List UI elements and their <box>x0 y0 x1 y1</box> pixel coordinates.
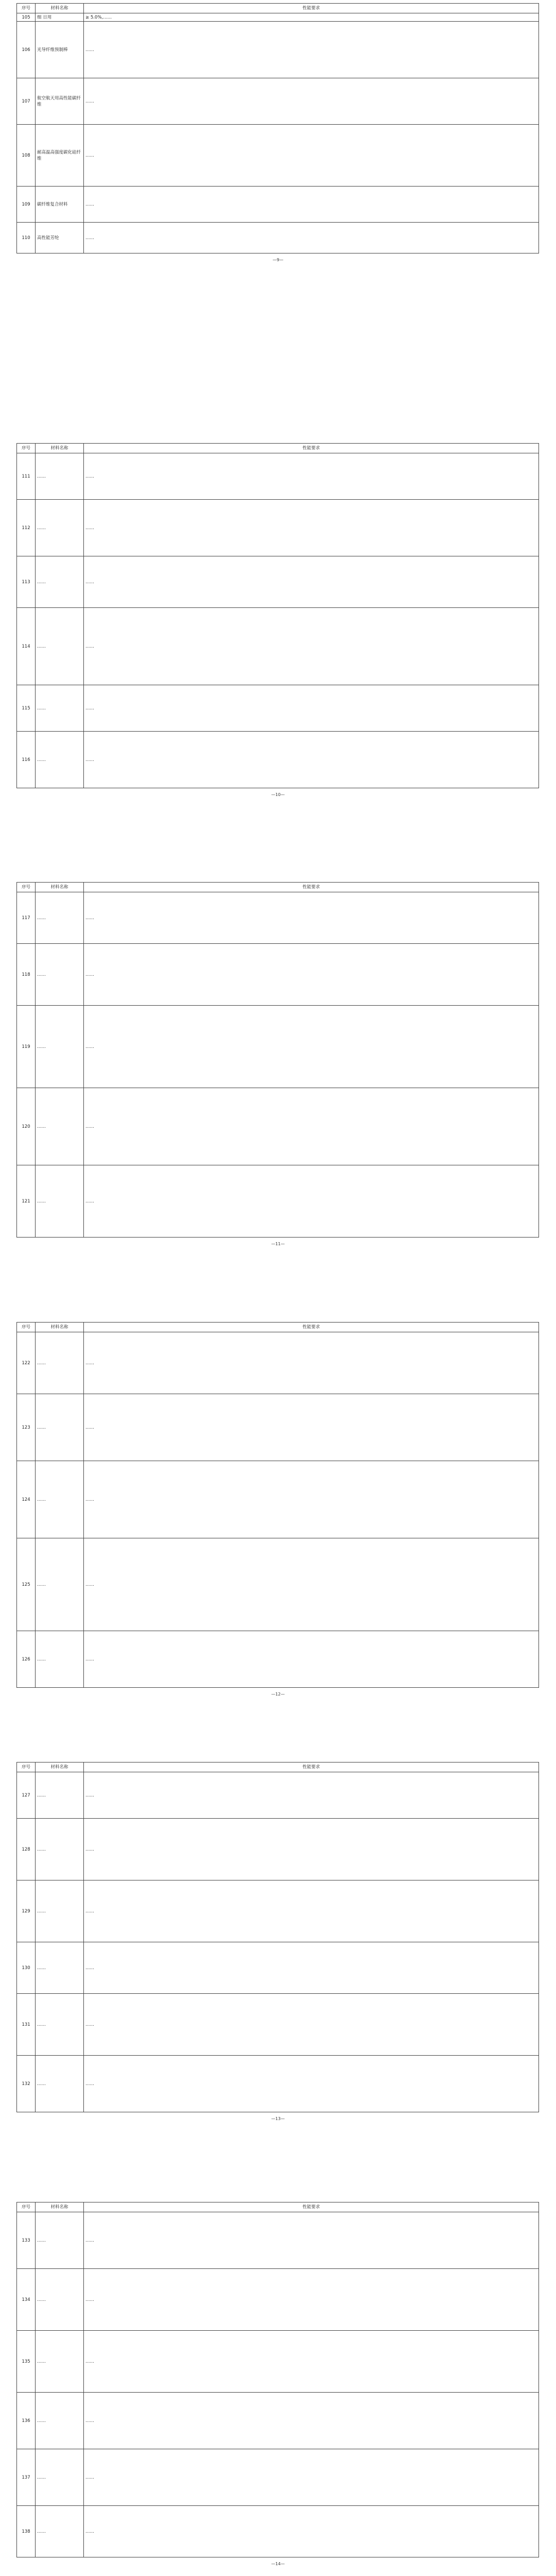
header-requirement: 性能要求 <box>84 4 539 13</box>
cell-requirement: …… <box>84 2331 539 2393</box>
cell-requirement: …… <box>84 1394 539 1461</box>
table-row <box>17 1006 539 1088</box>
cell-no: 131 <box>17 1994 36 2056</box>
cell-no: 114 <box>17 608 36 685</box>
cell-name: …… <box>36 556 84 608</box>
cell-name: 碳纤维复合材料 <box>36 187 84 223</box>
cell-name: …… <box>36 1538 84 1631</box>
page-number: —9— <box>272 258 284 262</box>
cell-requirement: …… <box>84 1631 539 1688</box>
cell-no: 119 <box>17 1006 36 1088</box>
table-row <box>17 1461 539 1538</box>
cell-no: 112 <box>17 500 36 556</box>
cell-requirement: …… <box>84 685 539 732</box>
table-header-row <box>17 1762 539 1772</box>
cell-no: 138 <box>17 2506 36 2557</box>
cell-name: …… <box>36 1942 84 1994</box>
cell-name: …… <box>36 1461 84 1538</box>
cell-requirement: …… <box>84 125 539 187</box>
cell-no: 105 <box>17 13 36 22</box>
table-row <box>17 2212 539 2269</box>
cell-name: 光导纤维预制棒 <box>36 22 84 78</box>
cell-name: …… <box>36 2269 84 2331</box>
spec-table <box>16 2202 539 2557</box>
table-row <box>17 1819 539 1880</box>
cell-name: …… <box>36 2056 84 2112</box>
cell-requirement: …… <box>84 1772 539 1819</box>
table-row <box>17 1332 539 1394</box>
cell-no: 120 <box>17 1088 36 1165</box>
cell-requirement: …… <box>84 556 539 608</box>
header-no: 序号 <box>17 444 36 453</box>
header-name: 材料名称 <box>36 2202 84 2212</box>
table-row <box>17 1994 539 2056</box>
document-page <box>0 1762 556 2112</box>
table-row <box>17 13 539 22</box>
cell-requirement: …… <box>84 2212 539 2269</box>
cell-name: …… <box>36 2449 84 2506</box>
cell-name: …… <box>36 1332 84 1394</box>
cell-requirement: …… <box>84 78 539 125</box>
header-name: 材料名称 <box>36 444 84 453</box>
cell-requirement: …… <box>84 1332 539 1394</box>
cell-name: …… <box>36 2393 84 2449</box>
cell-name: …… <box>36 1631 84 1688</box>
page-number: —11— <box>271 1242 285 1246</box>
table-row <box>17 1631 539 1688</box>
table-row <box>17 453 539 500</box>
cell-requirement: …… <box>84 1088 539 1165</box>
table-row <box>17 2056 539 2112</box>
cell-name: …… <box>36 1394 84 1461</box>
cell-requirement: …… <box>84 2393 539 2449</box>
document-page <box>0 1322 556 1688</box>
header-name: 材料名称 <box>36 1323 84 1332</box>
table-row <box>17 556 539 608</box>
header-name: 材料名称 <box>36 1762 84 1772</box>
cell-requirement: …… <box>84 223 539 253</box>
cell-requirement: …… <box>84 187 539 223</box>
cell-no: 107 <box>17 78 36 125</box>
header-requirement: 性能要求 <box>84 1762 539 1772</box>
cell-no: 108 <box>17 125 36 187</box>
cell-no: 111 <box>17 453 36 500</box>
cell-requirement: …… <box>84 944 539 1006</box>
header-requirement: 性能要求 <box>84 1323 539 1332</box>
cell-requirement: …… <box>84 2449 539 2506</box>
cell-no: 109 <box>17 187 36 223</box>
cell-name: …… <box>36 1006 84 1088</box>
cell-requirement: …… <box>84 892 539 944</box>
cell-name: …… <box>36 500 84 556</box>
table-header-row <box>17 2202 539 2212</box>
cell-no: 135 <box>17 2331 36 2393</box>
cell-name: …… <box>36 2331 84 2393</box>
table-row <box>17 1880 539 1942</box>
cell-requirement: …… <box>84 1538 539 1631</box>
cell-name: …… <box>36 1088 84 1165</box>
table-row <box>17 732 539 788</box>
header-requirement: 性能要求 <box>84 883 539 892</box>
cell-no: 123 <box>17 1394 36 1461</box>
table-row <box>17 78 539 125</box>
cell-no: 125 <box>17 1538 36 1631</box>
table-row <box>17 608 539 685</box>
table-row <box>17 500 539 556</box>
table-row <box>17 944 539 1006</box>
header-name: 材料名称 <box>36 883 84 892</box>
cell-name: 高性能芳纶 <box>36 223 84 253</box>
cell-no: 121 <box>17 1165 36 1238</box>
cell-name: …… <box>36 1772 84 1819</box>
cell-requirement: …… <box>84 1461 539 1538</box>
table-row <box>17 187 539 223</box>
table-row <box>17 685 539 732</box>
header-requirement: 性能要求 <box>84 444 539 453</box>
page-number: —13— <box>271 2116 285 2121</box>
table-header-row <box>17 1323 539 1332</box>
cell-name: …… <box>36 1165 84 1238</box>
table-row <box>17 1942 539 1994</box>
cell-no: 110 <box>17 223 36 253</box>
cell-no: 113 <box>17 556 36 608</box>
cell-requirement: ≥ 5.0%,…… <box>84 13 539 22</box>
spec-table <box>16 1322 539 1688</box>
table-row <box>17 22 539 78</box>
cell-name: …… <box>36 944 84 1006</box>
cell-no: 126 <box>17 1631 36 1688</box>
cell-requirement: …… <box>84 1006 539 1088</box>
header-no: 序号 <box>17 2202 36 2212</box>
cell-name: 航空航天用高性能碳纤维 <box>36 78 84 125</box>
cell-requirement: …… <box>84 1994 539 2056</box>
page-number: —14— <box>271 2562 285 2566</box>
cell-no: 116 <box>17 732 36 788</box>
cell-no: 129 <box>17 1880 36 1942</box>
spec-table <box>16 3 539 253</box>
cell-requirement: …… <box>84 1880 539 1942</box>
cell-requirement: …… <box>84 1819 539 1880</box>
spec-table <box>16 1762 539 2112</box>
cell-requirement: …… <box>84 453 539 500</box>
table-header-row <box>17 444 539 453</box>
cell-requirement: …… <box>84 1942 539 1994</box>
table-row <box>17 2506 539 2557</box>
cell-name: …… <box>36 732 84 788</box>
header-no: 序号 <box>17 1762 36 1772</box>
table-row <box>17 2331 539 2393</box>
table-row <box>17 2269 539 2331</box>
header-no: 序号 <box>17 1323 36 1332</box>
table-row <box>17 125 539 187</box>
cell-no: 134 <box>17 2269 36 2331</box>
spec-table <box>16 882 539 1238</box>
table-header-row <box>17 4 539 13</box>
cell-no: 127 <box>17 1772 36 1819</box>
cell-name: …… <box>36 1819 84 1880</box>
cell-name: …… <box>36 2506 84 2557</box>
header-requirement: 性能要求 <box>84 2202 539 2212</box>
document-page <box>0 3 556 253</box>
cell-requirement: …… <box>84 500 539 556</box>
table-row <box>17 1394 539 1461</box>
cell-no: 117 <box>17 892 36 944</box>
cell-name: …… <box>36 453 84 500</box>
table-row <box>17 1538 539 1631</box>
cell-name: …… <box>36 1880 84 1942</box>
cell-requirement: …… <box>84 22 539 78</box>
cell-requirement: …… <box>84 2269 539 2331</box>
cell-no: 124 <box>17 1461 36 1538</box>
cell-requirement: …… <box>84 2056 539 2112</box>
cell-no: 106 <box>17 22 36 78</box>
table-header-row <box>17 883 539 892</box>
cell-name: …… <box>36 685 84 732</box>
cell-name: …… <box>36 1994 84 2056</box>
cell-requirement: …… <box>84 2506 539 2557</box>
cell-no: 128 <box>17 1819 36 1880</box>
table-row <box>17 2449 539 2506</box>
cell-no: 133 <box>17 2212 36 2269</box>
table-row <box>17 892 539 944</box>
cell-name: 细 日用 <box>36 13 84 22</box>
header-name: 材料名称 <box>36 4 84 13</box>
cell-name: …… <box>36 892 84 944</box>
page-number: —10— <box>271 792 285 797</box>
cell-name: 耐高温高强度碳化硅纤维 <box>36 125 84 187</box>
cell-name: …… <box>36 2212 84 2269</box>
header-no: 序号 <box>17 883 36 892</box>
cell-no: 122 <box>17 1332 36 1394</box>
cell-no: 132 <box>17 2056 36 2112</box>
table-row <box>17 1088 539 1165</box>
cell-no: 118 <box>17 944 36 1006</box>
cell-requirement: …… <box>84 732 539 788</box>
header-no: 序号 <box>17 4 36 13</box>
cell-no: 137 <box>17 2449 36 2506</box>
document-page <box>0 443 556 788</box>
cell-name: …… <box>36 608 84 685</box>
spec-table <box>16 443 539 788</box>
document-page <box>0 2202 556 2557</box>
cell-no: 115 <box>17 685 36 732</box>
table-row <box>17 1165 539 1238</box>
table-row <box>17 223 539 253</box>
document-page <box>0 882 556 1238</box>
cell-no: 136 <box>17 2393 36 2449</box>
cell-requirement: …… <box>84 1165 539 1238</box>
table-row <box>17 2393 539 2449</box>
cell-no: 130 <box>17 1942 36 1994</box>
page-number: —12— <box>271 1692 285 1697</box>
table-row <box>17 1772 539 1819</box>
cell-requirement: …… <box>84 608 539 685</box>
